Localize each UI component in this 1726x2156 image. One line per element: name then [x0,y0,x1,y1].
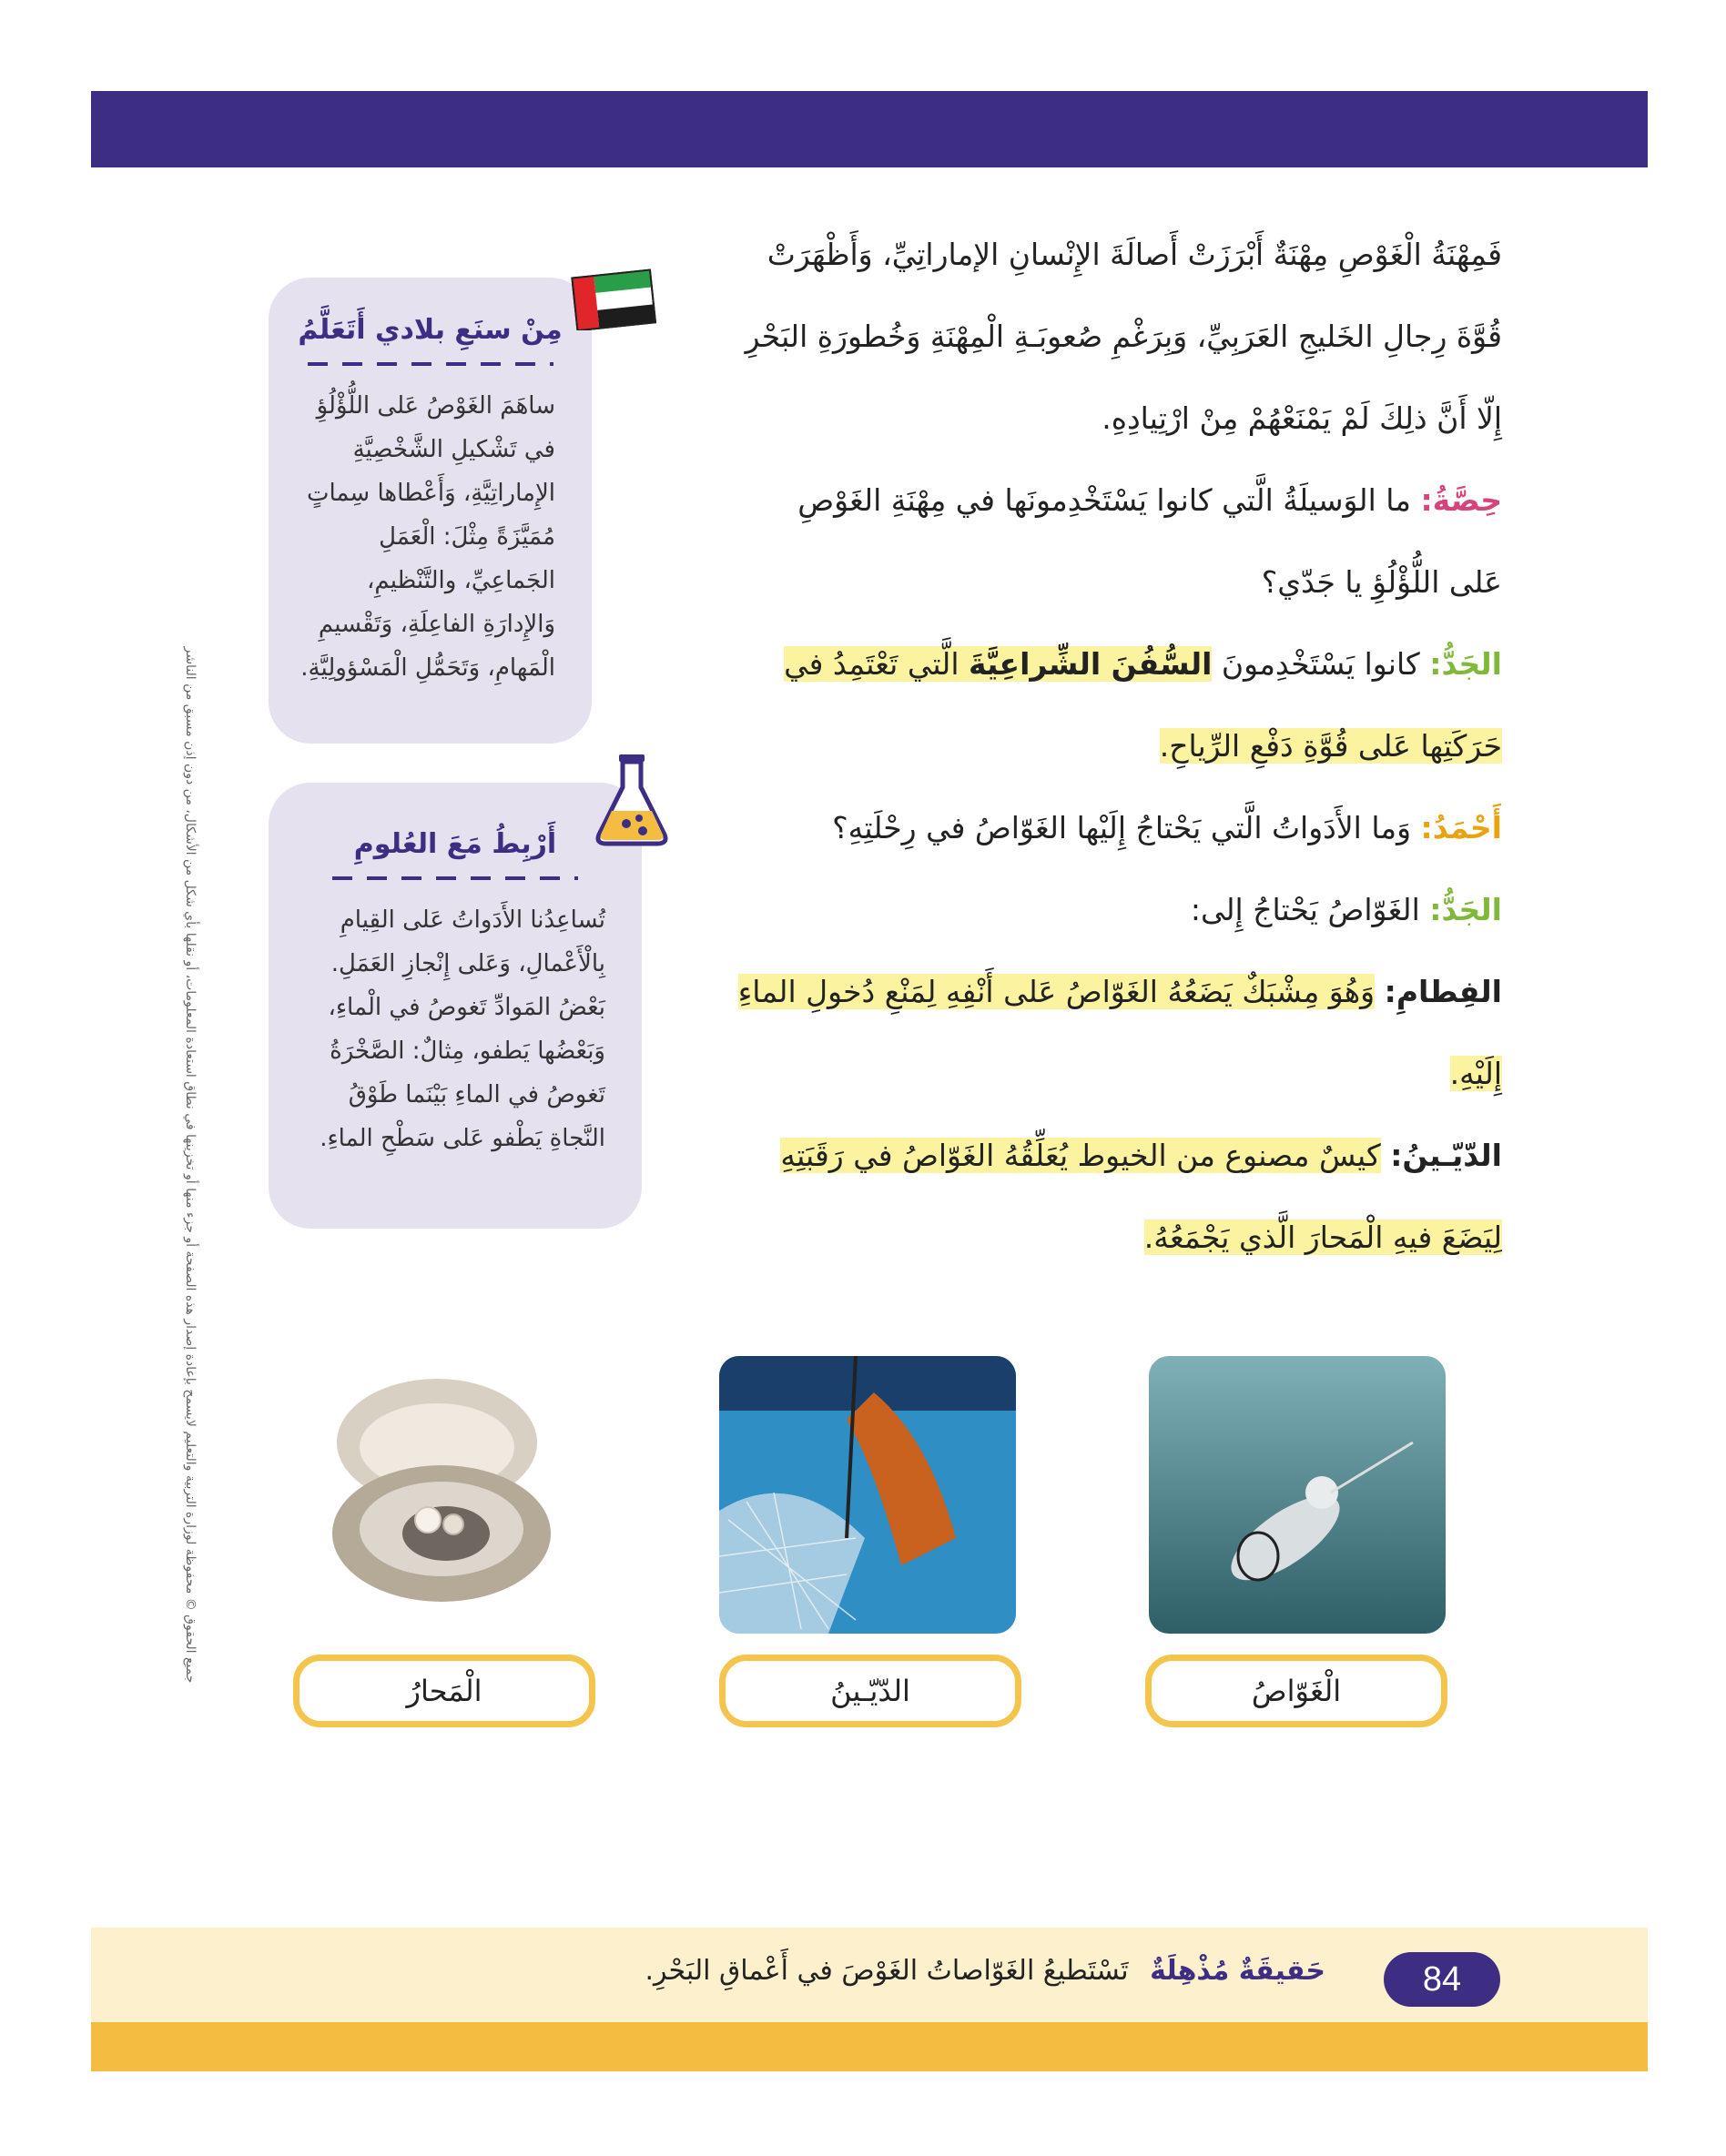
fitam-term: الفِطامِ: [1384,974,1502,1009]
dialogue-hessa [737,460,1502,623]
copyright-note: جميع الحقوق © محفوظة لوزارة التربية والتعليم لايسمح بإعادة إصدار هذه الصفحة أو جزء منها أو تخزينها في نطاق استعادة المعلومات، أو نقلها بأي شكل من الأشكال، من دون إذن مسبق من الناشر [183,646,198,1684]
dialogue-ahmed [737,787,1502,869]
top-header-bar [91,91,1648,167]
label-net-bag: الدّيّـينُ [719,1655,1021,1727]
label-diver: الْغَوّاصُ [1145,1655,1447,1727]
label-oyster: الْمَحارُ [293,1655,595,1727]
fitam-definition: وَهُوَ مِشْبَكٌ يَضَعُهُ الغَوّاصُ عَلى أَنْفِهِ لِمَنْعِ دُخولِ الماءِ إِلَيْهِ. [737,974,1502,1091]
fact-text: تَسْتَطيعُ الغَوّاصاتُ الغَوْصَ في أَعْماقِ البَحْرِ. [645,1955,1129,1987]
net-bag-image [719,1356,1016,1634]
heritage-box [269,278,592,744]
science-box-title: أَرْبِطُ مَعَ العُلومِ [353,828,557,860]
dayen-term: الدّيّـينُ: [1390,1138,1502,1173]
amazing-fact [645,1955,1325,1987]
flask-icon [592,751,672,849]
dialogue-grandfather-1 [737,623,1502,787]
grandfather-line-a: كانوا يَسْتَخْدِمونَ [1221,646,1420,682]
tool-dayen [737,1115,1502,1279]
speaker-grandfather: الجَدُّ: [1429,646,1502,682]
diver-image [1149,1356,1446,1634]
main-text [737,214,1502,1279]
heritage-box-title: مِنْ سنَعِ بلادي أَتَعَلَّمُ [298,314,563,346]
oyster-image [291,1361,588,1638]
speaker-grandfather-2: الجَدُّ: [1429,892,1502,927]
fact-title: حَقيقَةٌ مُذْهِلَةٌ [1150,1955,1325,1987]
hessa-line: ما الوَسيلَةُ الَّتي كانوا يَسْتَخْدِمونَها في مِهْنَةِ الغَوْصِ عَلى اللُّؤْلُؤِ يا جَدّي؟ [797,482,1502,600]
science-box [269,783,642,1229]
science-box-body: تُساعِدُنا الأَدَواتُ عَلى القِيامِ بِالْأَعْمالِ، وَعَلى إِنْجازِ العَمَلِ. بَعْضُ المَوادِّ تَغوصُ في الْماءِ، وَبَعْضُها يَطفو، مِثالٌ: الصَّخْرَةُ تَغوصُ في الماءِ بَيْنَما طَوْقُ النَّجاةِ يَطْفو عَلى سَطْحِ الماءِ. [320,906,605,1152]
dialogue-grandfather-2 [737,869,1502,951]
page-number: 84 [1384,1952,1500,2007]
grandfather-line-2: الغَوّاصُ يَحْتاجُ إِلى: [1190,892,1420,927]
speaker-hessa: حِصَّةُ: [1420,482,1502,518]
uae-flag-icon [569,267,656,330]
ahmed-line: وَما الأَدَواتُ الَّتي يَحْتاجُ إِلَيْها الغَوّاصُ في رِحْلَتِهِ؟ [832,810,1412,845]
grandfather-line-b: الَّتي تَعْتَمِدُ في حَرَكَتِها عَلى قُوَّةِ دَفْعِ الرِّياحِ. [784,646,1502,764]
tool-fitam [737,951,1502,1115]
intro-paragraph: فَمِهْنَةُ الْغَوْصِ مِهْنَةٌ أَبْرَزَتْ أَصالَةَ الإِنْسانِ الإماراتِيِّ، وَأَظْهَرَتْ قُوَّةَ رِجالِ الخَليجِ العَرَبِيِّ، وَبِرَغْمِ صُعوبَـةِ الْمِهْنَةِ وَخُطورَةِ البَحْرِ إِلّا أَنَّ ذلِكَ لَمْ يَمْنَعْهُمْ مِنْ ارْتِيادِهِ. [745,237,1502,436]
heritage-box-body: ساهَمَ الغَوْصُ عَلى اللُّؤْلُؤِ في تَشْكيلِ الشَّخْصِيَّةِ الإِماراتِيَّةِ، وَأَعْطاها سِماتٍ مُمَيَّزَةً مِثْلَ: الْعَمَلِ الجَماعِيِّ، والتَّنْظيمِ، وَالإِدارَةِ الفاعِلَةِ، وَتَقْسيمِ الْمَهامِ، وَتَحَمُّلِ الْمَسْؤولِيَّةِ. [300,392,555,682]
bottom-bar [91,2022,1648,2071]
sailing-ships-term: السُّفُنَ الشِّراعِيَّةَ [969,646,1213,682]
speaker-ahmed: أَحْمَدُ: [1420,810,1502,845]
dayen-definition: كيسٌ مصنوع من الخيوط يُعَلِّقُهُ الغَوّاصُ في رَقَبَتِهِ لِيَضَعَ فيهِ الْمَحارَ الَّذي يَجْمَعُهُ. [780,1138,1502,1255]
